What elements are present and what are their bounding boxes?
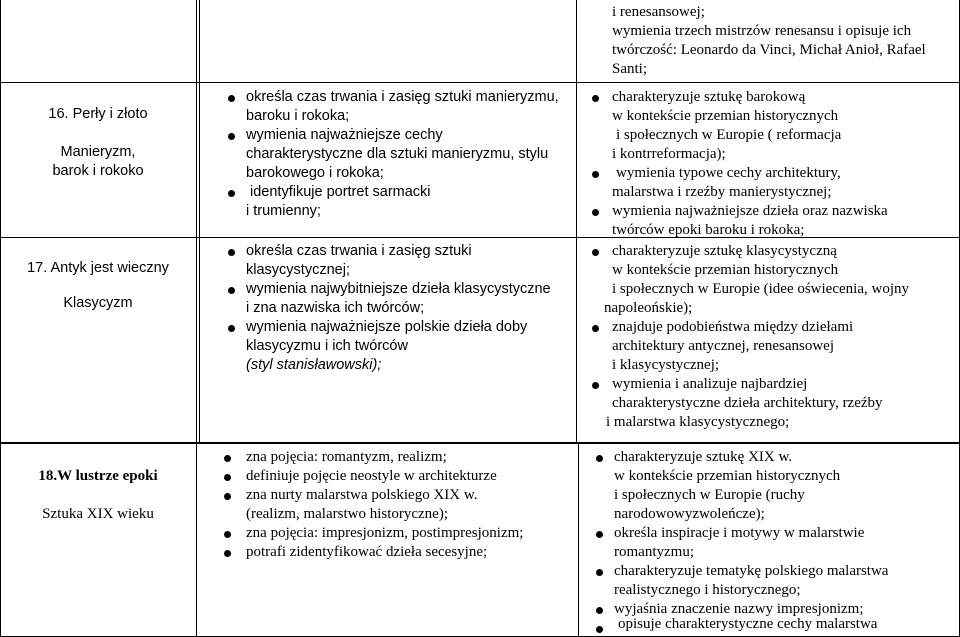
requirement-text: identyfikuje portret sarmacki	[250, 184, 431, 200]
bullet-icon	[592, 171, 599, 178]
requirement-text: wymienia najważniejsze dzieła oraz nazwiska	[612, 203, 888, 219]
requirement-text: i społecznych w Europie (idee oświecenia, wojny	[612, 281, 909, 297]
requirement-text: romantyzmu;	[614, 544, 694, 560]
cell-text-line: i renesansowej;	[612, 4, 705, 20]
lesson-subtitle: Sztuka XIX wieku	[42, 506, 154, 522]
column-divider	[196, 0, 197, 442]
table-border-left	[0, 0, 1, 82]
row-divider	[0, 237, 960, 238]
bullet-icon	[596, 569, 603, 576]
lesson-subtitle: Klasycyzm	[63, 295, 133, 311]
bullet-icon	[228, 133, 235, 140]
bullet-icon	[224, 474, 231, 481]
bullet-icon	[228, 249, 235, 256]
column-divider	[196, 443, 197, 637]
lesson-title: 17. Antyk jest wieczny	[27, 260, 169, 276]
bullet-icon	[224, 455, 231, 462]
bullet-icon	[596, 626, 603, 633]
column-divider	[199, 0, 200, 442]
requirement-text: określa czas trwania i zasięg sztuki manieryzmu,	[246, 89, 559, 105]
cell-text-line: wymienia trzech mistrzów renesansu i opisuje ich	[612, 23, 912, 39]
requirement-text: w kontekście przemian historycznych	[614, 468, 841, 484]
bullet-icon	[596, 531, 603, 538]
requirement-text: zna pojęcia: impresjonizm, postimpresjonizm;	[246, 525, 524, 541]
bullet-icon	[592, 382, 599, 389]
requirement-text: wymienia i analizuje najbardziej	[612, 376, 808, 392]
requirement-text: i trumienny;	[246, 203, 321, 219]
requirement-text: i kontrreformacja);	[612, 146, 726, 162]
requirement-text: zna nurty malarstwa polskiego XIX w.	[246, 487, 478, 503]
bullet-icon	[228, 95, 235, 102]
requirement-text: i malarstwa klasycystycznego;	[606, 414, 790, 430]
requirement-text: malarstwa i rzeźby manierystycznej;	[612, 184, 832, 200]
requirement-text: wymienia najważniejsze polskie dzieła doby	[246, 319, 528, 335]
lesson-subtitle: barok i rokoko	[52, 163, 144, 179]
requirement-text: (styl stanisławowski);	[246, 357, 382, 373]
requirement-text: charakterystyczne dla sztuki manieryzmu, stylu	[246, 146, 549, 162]
requirement-text: wymienia typowe cechy architektury,	[616, 165, 841, 181]
requirement-text: i klasycystycznej;	[612, 357, 720, 373]
requirement-text: baroku i rokoka;	[246, 108, 350, 124]
bullet-icon	[592, 249, 599, 256]
requirement-text: architektury antycznej, renesansowej	[612, 338, 834, 354]
requirement-text: klasycystycznej;	[246, 262, 350, 278]
bullet-icon	[592, 209, 599, 216]
bullet-icon	[224, 550, 231, 557]
row-divider	[0, 82, 960, 83]
requirement-text: potrafi zidentyfikować dzieła secesyjne;	[246, 544, 488, 560]
column-divider	[576, 0, 577, 442]
bullet-icon	[596, 455, 603, 462]
requirement-text: (realizm, malarstwo historyczne);	[246, 506, 449, 522]
requirement-text: wymienia najwybitniejsze dzieła klasycystyczne	[246, 281, 551, 297]
bullet-icon	[592, 95, 599, 102]
bullet-icon	[592, 325, 599, 332]
requirement-text: narodowowyzwoleńcze);	[614, 506, 765, 522]
bullet-icon	[228, 190, 235, 197]
requirement-text: wymienia najważniejsze cechy	[246, 127, 443, 143]
requirement-text: klasycyzmu i ich twórców	[246, 338, 408, 354]
requirement-text: określa inspiracje i motywy w malarstwie	[614, 525, 865, 541]
bullet-icon	[224, 493, 231, 500]
requirement-text: charakteryzuje tematykę polskiego malarstwa	[614, 563, 889, 579]
requirement-text: definiuje pojęcie neostyle w architekturze	[246, 468, 497, 484]
requirement-text: barokowego i rokoka;	[246, 165, 384, 181]
requirement-text: charakteryzuje sztukę XIX w.	[614, 449, 793, 465]
requirement-text: twórców epoki baroku i rokoka;	[612, 222, 805, 238]
table-top-border	[0, 443, 960, 444]
lesson-title: 16. Perły i złoto	[48, 106, 148, 122]
bullet-icon	[228, 325, 235, 332]
requirement-text: charakteryzuje sztukę barokową	[612, 89, 806, 105]
bullet-icon	[228, 287, 235, 294]
bullet-icon	[224, 531, 231, 538]
lesson-title: 18.W lustrze epoki	[38, 468, 158, 484]
lesson-subtitle: Manieryzm,	[60, 144, 136, 160]
requirement-text: charakterystyczne dzieła architektury, rzeźby	[612, 395, 883, 411]
requirement-text: i społecznych w Europie (ruchy	[614, 487, 805, 503]
requirement-text: charakteryzuje sztukę klasycystyczną	[612, 243, 837, 259]
requirement-text: opisuje charakterystyczne cechy malarstwa	[618, 616, 878, 632]
requirement-text: i społecznych w Europie ( reformacja	[616, 127, 842, 143]
bullet-icon	[596, 607, 603, 614]
requirement-text: napoleońskie);	[604, 300, 693, 316]
requirement-text: w kontekście przemian historycznych	[612, 108, 839, 124]
requirement-text: i zna nazwiska ich twórców;	[246, 300, 425, 316]
requirement-text: w kontekście przemian historycznych	[612, 262, 839, 278]
column-divider	[578, 443, 579, 637]
requirement-text: wyjaśnia znaczenie nazwy impresjonizm;	[614, 601, 864, 617]
cell-text-line: Santi;	[612, 61, 648, 77]
requirement-text: znajduje podobieństwa między dziełami	[612, 319, 854, 335]
requirement-text: określa czas trwania i zasięg sztuki	[246, 243, 472, 259]
cell-text-line: twórczość: Leonardo da Vinci, Michał Anioł, Rafael	[612, 42, 926, 58]
requirement-text: zna pojęcia: romantyzm, realizm;	[246, 449, 447, 465]
requirement-text: realistycznego i historycznego;	[614, 582, 801, 598]
